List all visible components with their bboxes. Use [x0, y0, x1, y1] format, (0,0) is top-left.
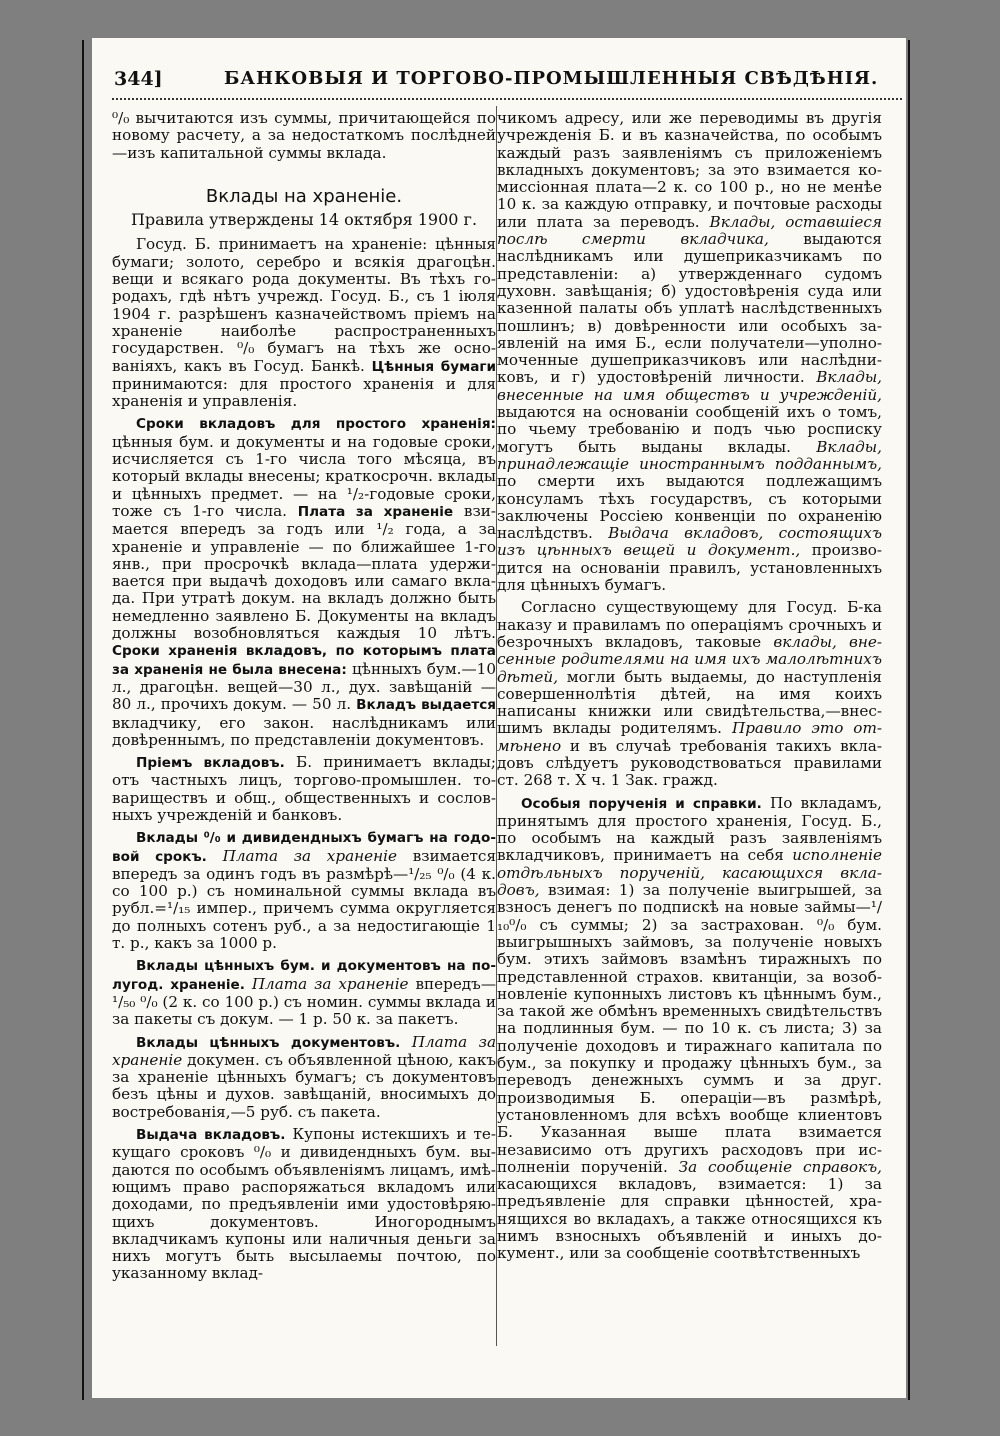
- paragraph-6: Вклады цѣнныхъ документовъ. Плата за храненіе докумен. съ объявленной цѣною, какъ за храненіе цѣнныхъ бумагъ; съ документовъ безъ цѣны и духов. завѣщаній, вносимыхъ до востребованія,—5 руб. съ пакета.: [112, 1032, 497, 1121]
- section-subtitle: Правила утверждены 14 октября 1900 г.: [130, 210, 478, 230]
- paragraph-2: Сроки вкладовъ для простого храненія: цѣнныя бум. и документы и на годовые сроки, исчисляется съ 1-го числа того мѣсяца, въ который вклады внесены; краткосрочн. вклады и цѣнныхъ предмет. — на ¹/₂-годовые сроки, тоже съ 1-го числа. Плата за храненіе взимается впередъ за годъ или ¹/₂ года, а за храненіе и управленіе — по ближайшее 1-го янв., при просрочкѣ вклада—плата удерживается при выдачѣ доходовъ или самаго вклада. При утратѣ докум. на вкладъ должно быть немедленно заявлено Б. Документы на вкладъ должны возобновляться каждыя 10 лѣтъ. Сроки храненія вкладовъ, по которымъ плата за храненія не была внесена: цѣнныхъ бум.—10 л., драгоцѣн. вещей—30 л., дух. завѣщаній — 80 л., прочихъ докум. — 50 л. Вкладъ выдается вкладчику, его закон. наслѣдникамъ или довѣреннымъ, по представленіи документовъ.: [112, 416, 497, 749]
- paragraph-r1: чикомъ адресу, или же переводимы въ другія учрежденія Б. и въ казначейства, по особымъ каждый разъ заявленіямъ съ приложеніемъ вкладныхъ документовъ; за это взимается комиссіонная плата—2 к. со 100 р., но не менѣе 10 к. за каждую отправку, и почтовые расходы или плата за переводъ. Вклады, оставшіеся послѣ смерти вкладчика, выдаются наслѣдникамъ или душеприказчикамъ по представленіи: а) утвержденнаго судомъ духовн. завѣщанія; б) удостовѣренія суда или казенной палаты объ уплатѣ наслѣдственныхъ пошлинъ; в) довѣренности или особыхъ заявленій на имя Б., если получатели—уполномоченные душеприказчиковъ или наслѣдниковъ, и г) удостовѣреній личности. Вклады, внесенные на имя обществъ и учрежденій, выдаются на основаніи сообщеній ихъ о томъ, по чьему требованію и подъ чью росписку могутъ быть выданы вклады. Вклады, принадлежащіе иностраннымъ подданнымъ, по смерти ихъ выдаются подлежащимъ консуламъ тѣхъ государствъ, съ которыми заключены Россіею конвенціи по охраненію наслѣдствъ. Выдача вкладовъ, состоящихъ изъ цѣнныхъ вещей и документ., производится на основаніи правилъ, установленныхъ для цѣнныхъ бумагъ.: [497, 109, 883, 595]
- paragraph-1: Госуд. Б. принимаетъ на храненіе: цѣнныя бумаги; золото, серебро и всякія драгоцѣн. вещи и всякаго рода документы. Въ тѣхъ городахъ, гдѣ нѣтъ учрежд. Госуд. Б., съ 1 іюля 1904 г. разрѣшенъ казначействомъ пріемъ на храненіе наиболѣе распространенныхъ государствен. ⁰/₀ бумагъ на тѣхъ же основаніяхъ, какъ въ Госуд. Банкѣ. Цѣнныя бумаги принимаются: для простого храненія и для храненія и управленія.: [112, 235, 497, 411]
- page-number: 344]: [114, 68, 163, 90]
- section-title: Вклады на храненіе.: [205, 185, 403, 207]
- left-page-border: [82, 40, 84, 1400]
- header-rule: [112, 98, 902, 106]
- paragraph-5: Вклады цѣнныхъ бум. и документовъ на полугод. храненіе. Плата за храненіе впередъ—¹/₅₀ ⁰/₀ (2 к. со 100 р.) съ номин. суммы вклада и за пакеты съ докум. — 1 р. 50 к. за пакетъ.: [112, 958, 497, 1029]
- running-header: [114, 68, 904, 98]
- right-column: [497, 110, 882, 1263]
- intro-paragraph: ⁰/₀ вычитаются изъ суммы, причитающейся по новому расчету, а за недостаткомъ послѣдней—изъ капитальной суммы вклада.: [112, 109, 496, 162]
- running-title: БАНКОВЫЯ И ТОРГОВО-ПРОМЫШЛЕННЫЯ СВѢДѢНІЯ.: [224, 68, 879, 89]
- right-page-border: [908, 40, 910, 1400]
- paragraph-r2: Согласно существующему для Госуд. Б-ка наказу и правиламъ по операціямъ срочныхъ и безрочныхъ вкладовъ, таковые вклады, внесенные родителями на имя ихъ малолѣтнихъ дѣтей, могли быть выдаемы, до наступленія совершеннолѣтія дѣтей, на имя коихъ написаны книжки или свидѣтельства,—внесшимъ вклады родителямъ. Правило это отмѣнено и въ случаѣ требованія такихъ вкладовъ слѣдуетъ руководствоваться правилами ст. 268 т. X ч. 1 Зак. гражд.: [497, 598, 883, 790]
- paragraph-r3: Особыя порученія и справки. По вкладамъ, принятымъ для простого храненія, Госуд. Б., по особымъ на каждый разъ заявленіямъ вкладчиковъ, принимаетъ на себя исполненіе отдѣльныхъ порученій, касающихся вкладовъ, взимая: 1) за полученіе выигрышей, за взносъ денегъ по подпискѣ на новые займы—¹/₁₀⁰/₀ съ суммы; 2) за застрахован. ⁰/₀ бум. выигрышныхъ займовъ, за полученіе новыхъ бум. этихъ займовъ взамѣнъ тиражныхъ по представленной страхов. квитанціи, за возобновленіе купонныхъ листовъ къ цѣннымъ бум., за такой же обмѣнъ временныхъ свидѣтельствъ на подлинныя бум. — по 10 к. съ листа; 3) за полученіе доходовъ и тиражнаго капитала по бум., за покупку и продажу цѣнныхъ бум., за переводъ денежныхъ суммъ и за друг. производимыя Б. операціи—въ размѣрѣ, установленномъ для всѣхъ вообще клиентовъ Б. Указанная выше плата взимается независимо отъ другихъ расходовъ при исполненіи порученій. За сообщеніе справокъ, касающихся вкладовъ, взимается: 1) за предъявленіе для справки цѣнностей, хранящихся во вкладахъ, а также относящихся къ нимъ взносныхъ объявленій и иныхъ документ., или за сообщеніе соотвѣтственныхъ: [497, 793, 883, 1263]
- left-column: [112, 110, 496, 1283]
- paragraph-7: Выдача вкладовъ. Купоны истекшихъ и текущаго сроковъ ⁰/₀ и дивидендныхъ бум. выдаются по особымъ объявленіямъ лицамъ, имѣющимъ право распоряжаться вкладомъ или доходами, по предъявленіи ими удостовѣряющихъ документовъ. Иногороднымъ вкладчикамъ купоны или наличныя деньги за нихъ могутъ быть высылаемы почтою, по указанному вклад-: [112, 1125, 496, 1283]
- paragraph-4: Вклады ⁰/₀ и дивидендныхъ бумагъ на годовой срокъ. Плата за храненіе взимается впередъ за одинъ годъ въ размѣрѣ—¹/₂₅ ⁰/₀ (4 к. со 100 р.) съ номинальной суммы вклада въ рубл.=¹/₁₅ импер., причемъ сумма округляется до полныхъ сотенъ руб., а за недостигающіе 1 т. р., какъ за 1000 р.: [112, 830, 497, 953]
- paragraph-3: Пріемъ вкладовъ. Б. принимаетъ вклады; отъ частныхъ лицъ, торгово-промышлен. товариществъ и общ., общественныхъ и сословныхъ учрежденій и банковъ.: [112, 753, 496, 824]
